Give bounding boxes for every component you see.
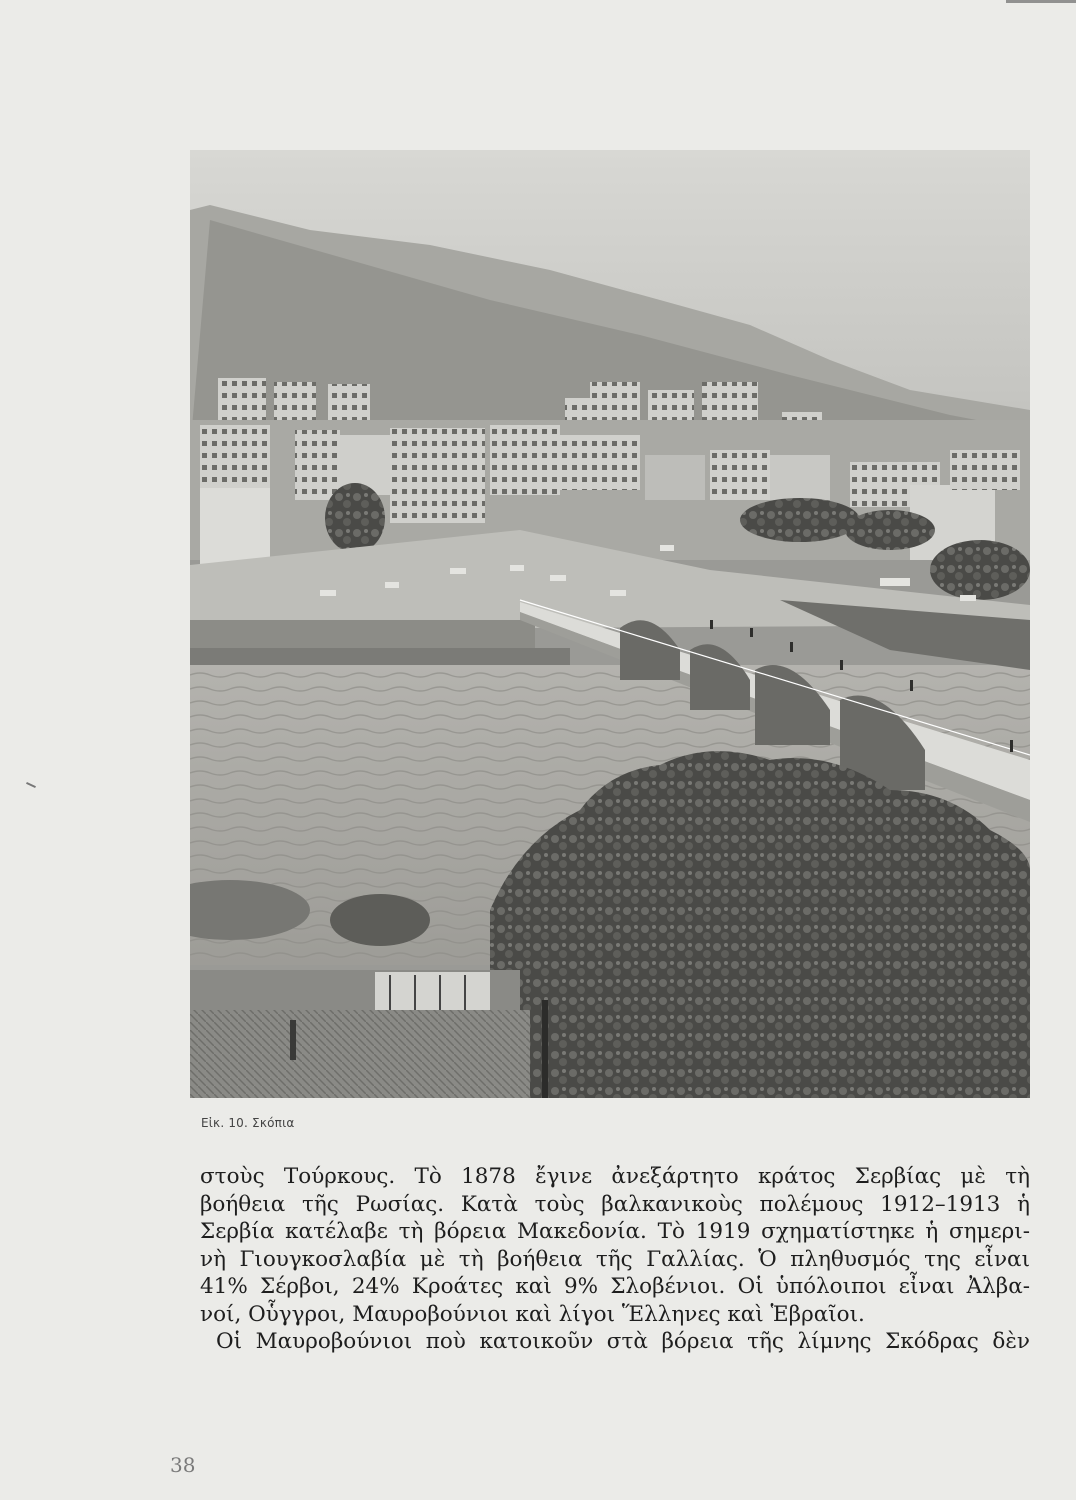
text-line: στοὺς Τούρκους. Τὸ 1878 ἔγινε ἀνεξάρτητο κράτος Σερβίας μὲ τὴ [200,1164,1030,1189]
photo-skopje [190,150,1030,1098]
scan-speck [26,782,36,788]
text-line: νὴ Γιουγκοσλαβία μὲ τὴ βοήθεια τῆς Γαλλίας. Ὁ πληθυσμός της εἶναι [200,1246,1030,1272]
text-line: νοί, Οὗγγροι, Μαυροβούνιοι καὶ λίγοι Ἕλληνες καὶ Ἑβραῖοι. [200,1301,865,1327]
figure-caption: Εἰκ. 10. Σκόπια [201,1116,295,1130]
body-text [200,1163,1030,1356]
scan-artifact [1006,0,1076,3]
page-number: 38 [170,1453,196,1477]
text-line: Σερβία κατέλαβε τὴ βόρεια Μακεδονία. Τὸ 1919 σχηματίστηκε ἡ σημερι- [200,1219,1030,1244]
text-line: 41% Σέρβοι, 24% Κροάτες καὶ 9% Σλοβένιοι. Οἱ ὑπόλοιποι εἶναι Ἀλβα- [200,1274,1030,1299]
photo-illustration [190,150,1030,1098]
paragraph-start-line: Οἱ Μαυροβούνιοι ποὺ κατοικοῦν στὰ βόρεια τῆς λίμνης Σκόδρας δὲν [216,1329,1030,1354]
text-line: βοήθεια τῆς Ρωσίας. Κατὰ τοὺς βαλκανικοὺς πολέμους 1912–1913 ἡ [200,1191,1030,1217]
